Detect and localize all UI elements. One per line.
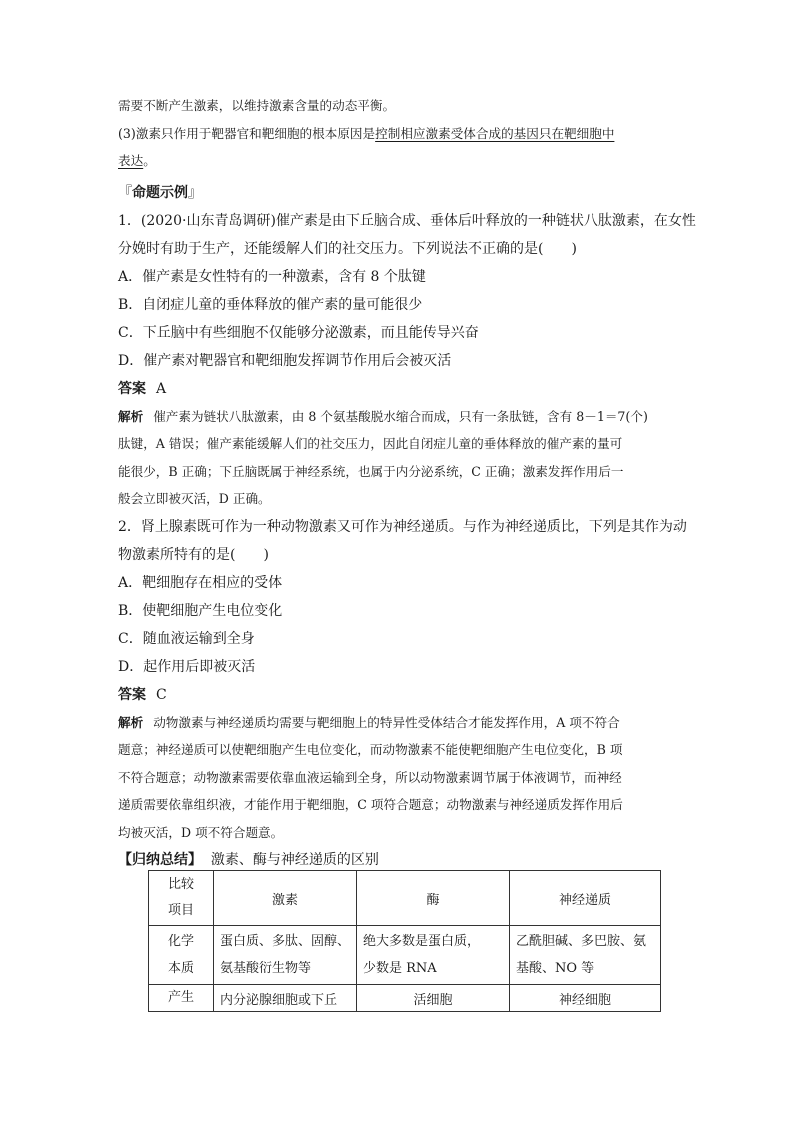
q2-stem-line-1: 2．肾上腺素既可作为一种动物激素又可作为神经递质。与作为神经递质比，下列是其作为动 [118, 518, 687, 535]
document-page [118, 92, 696, 874]
q1-stem-line-2: 分娩时有助于生产，还能缓解人们的社交压力。下列说法不正确的是( ) [118, 240, 577, 257]
table-cell: 产生 [149, 985, 214, 1012]
intro-line-2-prefix: (3)激素只作用于靶器官和靶细胞的根本原因是 [118, 125, 376, 141]
q2-stem-line-2: 物激素所特有的是( ) [118, 546, 269, 563]
q1-answer-value: A [156, 380, 167, 397]
q1-answer-label: 答案 [118, 380, 146, 397]
q1-option-d: D．催产素对靶器官和靶细胞发挥调节作用后会被灭活 [118, 352, 452, 369]
table-row [149, 926, 661, 985]
intro-line-3 [118, 147, 678, 175]
q2-option-d: D．起作用后即被灭活 [118, 658, 256, 675]
q1-analysis-label: 解析 [118, 408, 144, 424]
table-cell: 激素 [214, 871, 357, 926]
q2-analysis-line-3: 不符合题意；动物激素需要依靠血液运输到全身，所以动物激素调节属于体液调节，而神经 [118, 769, 622, 785]
intro-line-1: 需要不断产生激素，以维持激素含量的动态平衡。 [118, 98, 396, 113]
q2-analysis-line-4: 递质需要依靠组织液，才能作用于靶细胞，C 项符合题意；动物激素与神经递质发挥作用后 [118, 797, 623, 812]
q2-analysis-label: 解析 [118, 714, 144, 730]
table-cell: 化学 本质 [149, 926, 214, 985]
table-row [149, 985, 661, 1012]
table-cell: 绝大多数是蛋白质， 少数是 RNA [357, 926, 510, 985]
table-cell: 乙酰胆碱、多巴胺、氨 基酸、NO 等 [510, 926, 661, 985]
comparison-table [148, 870, 661, 1012]
table-cell: 比较 项目 [149, 871, 214, 926]
section-heading: 『命题示例』 [118, 184, 202, 201]
q2-answer-value: C [156, 686, 167, 703]
q2-answer [118, 681, 678, 709]
intro-line-2 [118, 120, 678, 148]
q1-analysis-line-1: 解析 催产素为链状八肽激素，由 8 个氨基酸脱水缩合而成，只有一条肽链，含有 8－1＝7(个) [118, 408, 648, 424]
q1-option-c: C．下丘脑中有些细胞不仅能够分泌激素，而且能传导兴奋 [118, 324, 479, 341]
q2-analysis-line-5: 均被灭活，D 项不符合题意。 [118, 824, 284, 840]
table-cell: 酶 [357, 871, 510, 926]
q1-analysis-line-2: 肽键，A 错误；催产素能缓解人们的社交压力，因此自闭症儿童的垂体释放的催产素的量可 [118, 436, 623, 451]
q1-option-a: A．催产素是女性特有的一种激素，含有 8 个肽键 [118, 268, 426, 285]
intro-line-3-underlined: 表达 [118, 153, 144, 168]
summary-title: 激素、酶与神经递质的区别 [210, 852, 379, 868]
intro-line-2-underlined: 控制相应激素受体合成的基因只在靶细胞中 [375, 125, 615, 141]
intro-line-3-suffix: 。 [143, 153, 156, 168]
q2-option-c: C．随血液运输到全身 [118, 630, 255, 647]
q2-analysis-line-1: 解析 动物激素与神经递质均需要与靶细胞上的特异性受体结合才能发挥作用，A 项不符合 [118, 714, 620, 730]
q1-analysis-line-4: 般会立即被灭活，D 正确。 [118, 491, 271, 506]
q2-analysis-line-2: 题意；神经递质可以使靶细胞产生电位变化，而动物激素不能使靶细胞产生电位变化，B 项 [118, 742, 623, 757]
q2-option-b: B．使靶细胞产生电位变化 [118, 602, 283, 619]
summary-tag: 【归纳总结】 [118, 852, 202, 868]
table-cell: 蛋白质、多肽、固醇、 氨基酸衍生物等 [214, 926, 357, 985]
q1-option-b: B．自闭症儿童的垂体释放的催产素的量可能很少 [118, 296, 423, 313]
table-cell: 活细胞 [357, 985, 510, 1012]
table-cell: 内分泌腺细胞或下丘 [214, 985, 357, 1012]
q1-analysis-line-3: 能很少，B 正确；下丘脑既属于神经系统，也属于内分泌系统，C 正确；激素发挥作用后一 [118, 463, 624, 479]
table-cell: 神经递质 [510, 871, 661, 926]
q1-stem-line-1: 1．(2020·山东青岛调研)催产素是由下丘脑合成、垂体后叶释放的一种链状八肽激素，在女性 [118, 212, 696, 229]
table-header-row [149, 871, 661, 926]
q1-answer [118, 375, 678, 403]
q2-answer-label: 答案 [118, 686, 146, 703]
table-cell: 神经细胞 [510, 985, 661, 1012]
q2-option-a: A．靶细胞存在相应的受体 [118, 574, 283, 591]
